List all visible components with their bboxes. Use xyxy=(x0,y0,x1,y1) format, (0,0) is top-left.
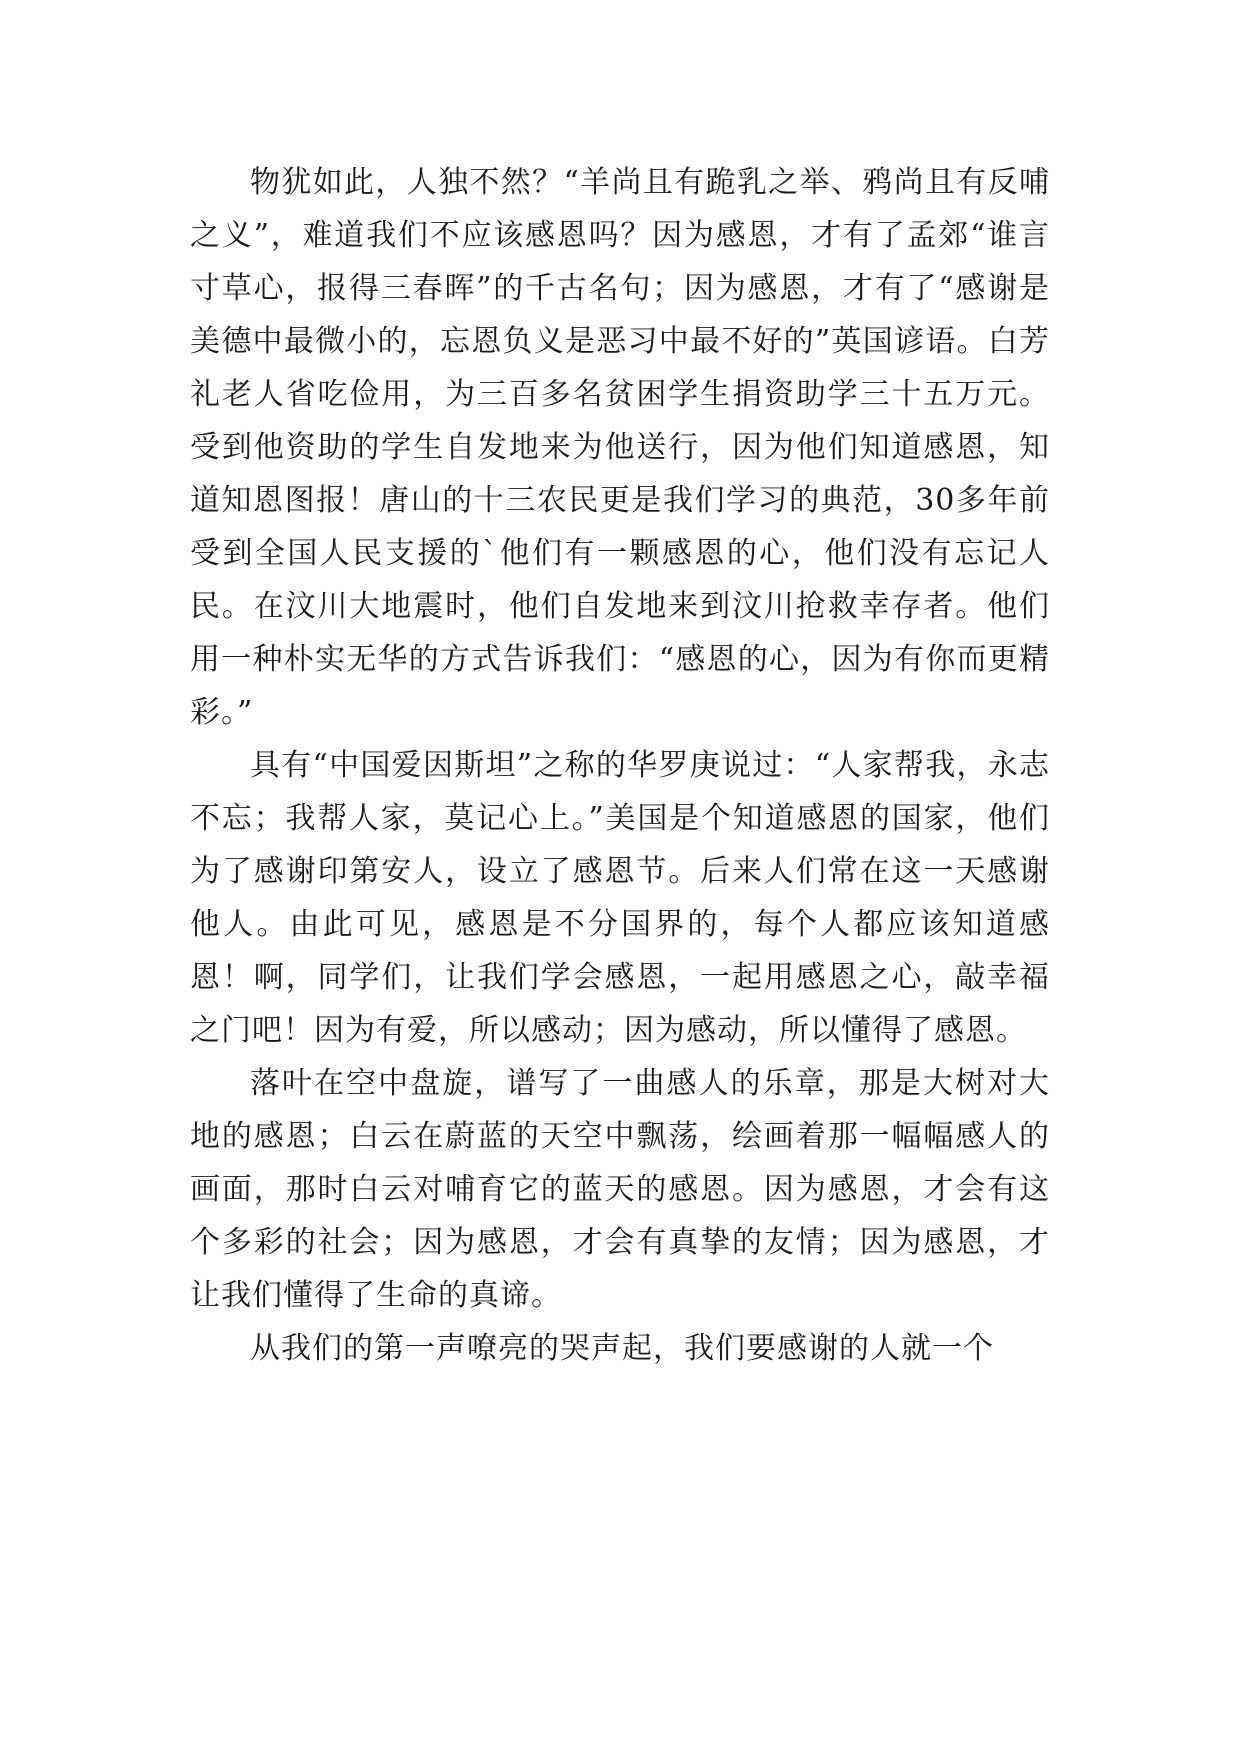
paragraph-1: 物犹如此，人独不然？“羊尚且有跪乳之举、鸦尚且有反哺之义”，难道我们不应该感恩吗？因为感恩，才有了孟郊“谁言寸草心，报得三春晖”的千古名句；因为感恩，才有了“感谢是美德中最微小的，忘恩负义是恶习中最不好的”英国谚语。白芳礼老人省吃俭用，为三百多名贫困学生捐资助学三十五万元。受到他资助的学生自发地来为他送行，因为他们知道感恩，知道知恩图报！唐山的十三农民更是我们学习的典范，30多年前受到全国人民支援的`他们有一颗感恩的心，他们没有忘记人民。在汶川大地震时，他们自发地来到汶川抢救幸存者。他们用一种朴实无华的方式告诉我们：“感恩的心，因为有你而更精彩。” xyxy=(190,165,1050,730)
paragraph-2: 具有“中国爱因斯坦”之称的华罗庚说过：“人家帮我，永志不忘；我帮人家，莫记心上。”美国是个知道感恩的国家，他们为了感谢印第安人，设立了感恩节。后来人们常在这一天感谢他人。由此可见，感恩是不分国界的，每个人都应该知道感恩！啊，同学们，让我们学会感恩，一起用感恩之心，敲幸福之门吧！因为有爱，所以感动；因为感动，所以懂得了感恩。 xyxy=(190,748,1050,1048)
paragraph-4: 从我们的第一声嘹亮的哭声起，我们要感谢的人就一个 xyxy=(250,1331,994,1366)
document-body xyxy=(190,156,1050,1375)
paragraph-3: 落叶在空中盘旋，谱写了一曲感人的乐章，那是大树对大地的感恩；白云在蔚蓝的天空中飘荡，绘画着那一幅幅感人的画面，那时白云对哺育它的蓝天的感恩。因为感恩，才会有这个多彩的社会；因为感恩，才会有真挚的友情；因为感恩，才让我们懂得了生命的真谛。 xyxy=(190,1066,1050,1313)
